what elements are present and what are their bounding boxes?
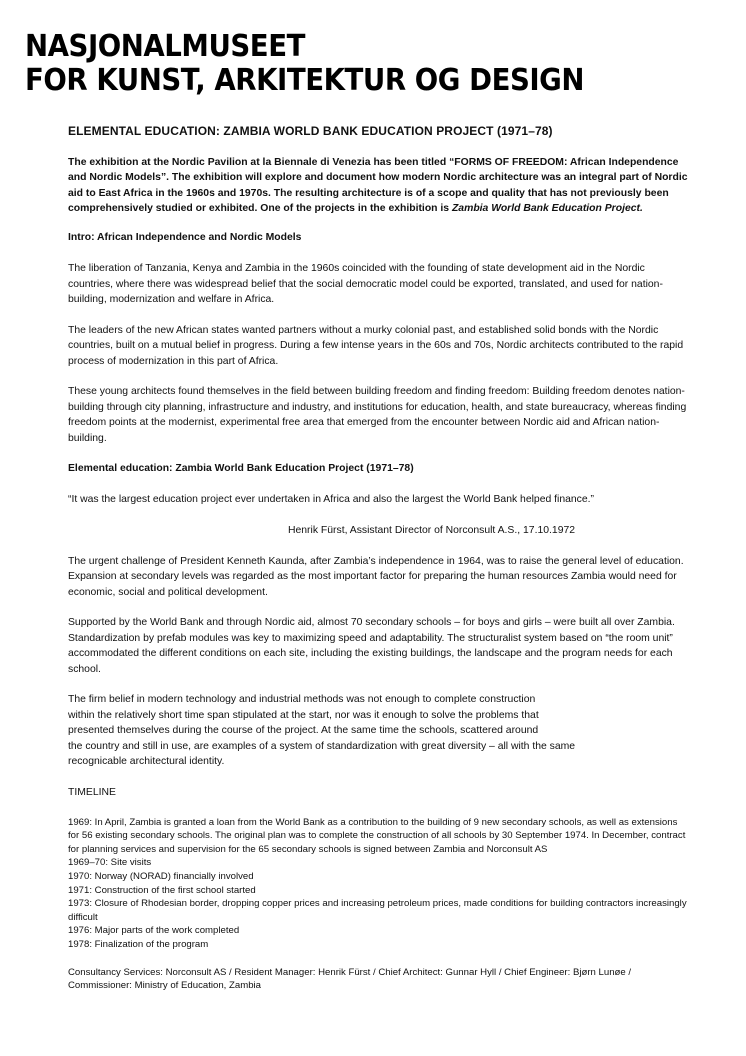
section-heading: Elemental education: Zambia World Bank Education Project (1971–78) bbox=[68, 463, 414, 475]
quote-attribution: Henrik Fürst, Assistant Director of Norconsult A.S., 17.10.1972 bbox=[288, 525, 576, 537]
body-paragraph-3-line: presented themselves during the course of the project. At the same time the schools, scattered around bbox=[68, 725, 539, 737]
body-paragraph-3-line: the country and still in use, are examples of a system of standardization with great diversity – all with the same bbox=[68, 740, 576, 752]
museum-logo bbox=[25, 30, 584, 98]
document-title: ELEMENTAL EDUCATION: ZAMBIA WORLD BANK EDUCATION PROJECT (1971–78) bbox=[68, 124, 553, 138]
timeline-item: 1969: In April, Zambia is granted a loan from the World Bank as a contribution to the building of 9 new secondary schools, as well as extensions for 56 existing secondary schools. The original plan was to complete the construction of all schools by 30 September 1974. In December, contract for planning services and supervision for the 65 secondary schools is signed between Zambia and Norconsult AS bbox=[68, 816, 686, 855]
intro-paragraph-1: The liberation of Tanzania, Kenya and Zambia in the 1960s coincided with the founding of state development aid in the Nordic countries, where there was widespread belief that the social democratic model could be exported, translated, and used for nation-building, modernization and welfare in Africa. bbox=[68, 263, 663, 306]
timeline-title: TIMELINE bbox=[68, 786, 116, 798]
document-body bbox=[68, 124, 688, 1008]
timeline-item: 1971: Construction of the first school started bbox=[68, 884, 256, 896]
quote: “It was the largest education project ever undertaken in Africa and also the largest the World Bank helped finance.” bbox=[68, 494, 594, 506]
body-paragraph-3 bbox=[68, 692, 688, 769]
body-paragraph-3-line: recognicable architectural identity. bbox=[68, 756, 225, 768]
lead-italic-project: Zambia World Bank Education Project. bbox=[451, 203, 643, 215]
lead-text: The exhibition at the Nordic Pavilion at la Biennale di Venezia has been titled “FORMS OF FREEDOM: African Independence and Nordic Models”. The exhibition will explore and document how modern Nordic architecture was an integral part of Nordic aid to East Africa in the 1960s and 1970s. The resulting architecture is of a scope and quality that has not previously been comprehensively studied or exhibited. One of the projects in the exhibition is bbox=[68, 156, 688, 215]
timeline-item: 1970: Norway (NORAD) financially involved bbox=[68, 871, 254, 883]
body-paragraph-2: Supported by the World Bank and through Nordic aid, almost 70 secondary schools – for boys and girls – were built all over Zambia. Standardization by prefab modules was key to maximizing speed and adaptability. The structuralist system based on “the room unit” accommodated the different conditions on each site, including the existing buildings, the landscape and the program needs for each school. bbox=[68, 617, 675, 675]
body-paragraph-1: The urgent challenge of President Kenneth Kaunda, after Zambia’s independence in 1964, was to raise the general level of education. Expansion at secondary levels was regarded as the most important factor for preparing the human resources Zambia would need for economic, social and political development. bbox=[68, 555, 684, 598]
timeline-item: 1969–70: Site visits bbox=[68, 857, 152, 869]
timeline-list bbox=[68, 816, 688, 952]
credits: Consultancy Services: Norconsult AS / Resident Manager: Henrik Fürst / Chief Architect: Gunnar Hyll / Chief Engineer: Bjørn Lunøe / Commissioner: Ministry of Education, Zambia bbox=[68, 966, 632, 992]
body-paragraph-3-line: The firm belief in modern technology and industrial methods was not enough to complete construction bbox=[68, 694, 536, 706]
logo-line-1: NASJONALMUSEET bbox=[25, 29, 305, 64]
logo-line-2: FOR KUNST, ARKITEKTUR OG DESIGN bbox=[25, 63, 585, 98]
intro-paragraph-2: The leaders of the new African states wanted partners without a murky colonial past, and established solid bonds with the Nordic countries, built on a mutual belief in progress. During a few intense years in the 60s and 70s, Nordic architects contributed to the rapid process of modernization in this part of Africa. bbox=[68, 324, 684, 367]
body-paragraph-3-line: within the relatively short time span stipulated at the start, nor was it enough to solve the problems that bbox=[68, 709, 539, 721]
lead-paragraph bbox=[68, 155, 688, 217]
timeline-item: 1976: Major parts of the work completed bbox=[68, 925, 240, 937]
intro-paragraph-3: These young architects found themselves in the field between building freedom and finding freedom: Building freedom denotes nation-building through city planning, infrastructure and industry, and institutions for education, health, and state bureaucracy, whereas finding freedom points at the modernist, experimental free area that emerged from the encounter between Nordic aid and African nation-building. bbox=[68, 386, 687, 444]
timeline-item: 1978: Finalization of the program bbox=[68, 939, 209, 951]
timeline-item: 1973: Closure of Rhodesian border, dropping copper prices and increasing petroleum prices, made conditions for building contractors increasingly difficult bbox=[68, 898, 687, 923]
intro-heading: Intro: African Independence and Nordic Models bbox=[68, 232, 302, 244]
